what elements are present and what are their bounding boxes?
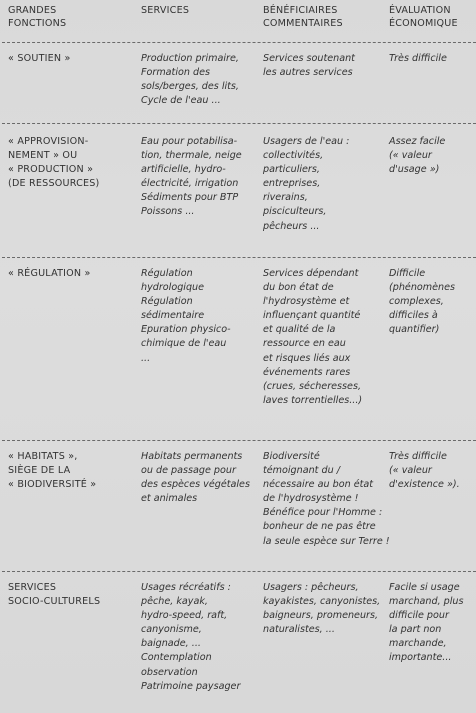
cell-line: la part non bbox=[389, 624, 442, 636]
cell-line: SOCIO-CULTURELS bbox=[8, 596, 101, 608]
cell-line: « APPROVISION- bbox=[8, 136, 89, 147]
cell-line: riverains, bbox=[263, 192, 308, 204]
cell-line: Sédiments pour BTP bbox=[141, 192, 239, 204]
cell-line: sols/berges, des lits, bbox=[141, 81, 239, 93]
cell-line: ou de passage pour bbox=[141, 465, 236, 477]
cell-line: SERVICES bbox=[8, 582, 57, 593]
header-text: ÉVALUATION bbox=[389, 5, 451, 16]
cell-line: quantifier) bbox=[389, 324, 440, 336]
cell-line: importante... bbox=[389, 652, 452, 664]
table-row bbox=[0, 440, 476, 568]
function-cell bbox=[8, 267, 91, 281]
evaluation-cell bbox=[389, 581, 464, 666]
cell-line: sédimentaire bbox=[141, 310, 205, 322]
cell-line: ... bbox=[141, 352, 151, 364]
cell-line: Services soutenant bbox=[263, 53, 355, 64]
cell-line: « BIODIVERSITÉ » bbox=[8, 479, 97, 491]
cell-line: Services dépendant bbox=[263, 268, 359, 279]
cell-line: Usagers : pêcheurs, bbox=[263, 582, 359, 593]
cell-line: et qualité de la bbox=[263, 324, 336, 336]
cell-line: (crues, sécheresses, bbox=[263, 380, 361, 392]
cell-line: Régulation bbox=[141, 296, 193, 308]
cell-line: Régulation bbox=[141, 268, 193, 279]
evaluation-cell bbox=[389, 267, 455, 337]
cell-line: « SOUTIEN » bbox=[8, 53, 71, 64]
cell-line: chimique de l'eau bbox=[141, 338, 227, 350]
cell-line: complexes, bbox=[389, 296, 444, 308]
cell-line: Production primaire, bbox=[141, 53, 239, 64]
header-text: FONCTIONS bbox=[8, 18, 67, 29]
cell-line: et risques liés aux bbox=[263, 352, 351, 364]
cell-line: nécessaire au bon état bbox=[263, 479, 374, 491]
cell-line: témoignant du / bbox=[263, 465, 340, 477]
beneficiaries-cell bbox=[263, 52, 355, 80]
row-divider bbox=[2, 123, 476, 124]
cell-line: « HABITATS », bbox=[8, 451, 78, 462]
cell-line: marchande, bbox=[389, 638, 447, 650]
services-cell bbox=[141, 581, 240, 694]
header-text: SERVICES bbox=[141, 5, 190, 16]
cell-line: NEMENT » OU bbox=[8, 150, 78, 162]
cell-line: hydrologique bbox=[141, 282, 205, 294]
function-cell bbox=[8, 450, 96, 492]
cell-line: de l'hydrosystème ! bbox=[263, 493, 359, 505]
cell-line: pêcheurs ... bbox=[263, 220, 320, 232]
cell-line: tion, thermale, neige bbox=[141, 150, 242, 162]
header-evaluation bbox=[389, 4, 458, 30]
cell-line: Très difficile bbox=[389, 451, 447, 462]
cell-line: artificielle, hydro- bbox=[141, 164, 226, 176]
cell-line: Cycle de l'eau ... bbox=[141, 95, 221, 107]
cell-line: Contemplation bbox=[141, 652, 212, 664]
cell-line: baignade, ... bbox=[141, 638, 201, 650]
header-text: BÉNÉFICIAIRES bbox=[263, 5, 338, 16]
cell-line: bonheur de ne pas être bbox=[263, 521, 376, 533]
row-divider bbox=[2, 571, 476, 572]
cell-line: kayakistes, canyonistes, bbox=[263, 596, 381, 608]
services-cell bbox=[141, 267, 231, 366]
header-beneficiaires bbox=[263, 4, 343, 30]
cell-line: Très difficile bbox=[389, 53, 447, 64]
cell-line: laves torrentielles...) bbox=[263, 394, 363, 406]
cell-line: naturalistes, ... bbox=[263, 624, 335, 636]
header-text: ÉCONOMIQUE bbox=[389, 18, 458, 29]
function-cell bbox=[8, 135, 100, 191]
cell-line: pêche, kayak, bbox=[141, 596, 208, 608]
cell-line: collectivités, bbox=[263, 150, 324, 162]
cell-line: entreprises, bbox=[263, 178, 321, 190]
cell-line: Biodiversité bbox=[263, 451, 320, 462]
header-text: COMMENTAIRES bbox=[263, 18, 343, 29]
table-row bbox=[0, 42, 476, 120]
table-row bbox=[0, 257, 476, 438]
cell-line: l'hydrosystème et bbox=[263, 296, 350, 308]
cell-line: d'usage ») bbox=[389, 164, 440, 176]
beneficiaries-cell bbox=[263, 267, 362, 408]
cell-line: influençant quantité bbox=[263, 310, 361, 322]
cell-line: ressource en eau bbox=[263, 338, 346, 350]
cell-line: Poissons ... bbox=[141, 206, 195, 218]
cell-line: difficiles à bbox=[389, 310, 438, 322]
cell-line: particuliers, bbox=[263, 164, 320, 176]
cell-line: Usagers de l'eau : bbox=[263, 136, 350, 147]
cell-line: (« valeur bbox=[389, 150, 432, 162]
table-row bbox=[0, 123, 476, 255]
cell-line: du bon état de bbox=[263, 282, 334, 294]
services-cell bbox=[141, 52, 239, 108]
cell-line: pisciculteurs, bbox=[263, 206, 327, 218]
function-cell bbox=[8, 52, 71, 66]
cell-line: Facile si usage bbox=[389, 582, 460, 593]
beneficiaries-cell bbox=[263, 450, 390, 549]
cell-line: « RÉGULATION » bbox=[8, 268, 91, 279]
cell-line: Epuration physico- bbox=[141, 324, 231, 336]
cell-line: Assez facile bbox=[389, 136, 446, 147]
cell-line: et animales bbox=[141, 493, 198, 505]
row-divider bbox=[2, 440, 476, 441]
cell-line: (« valeur bbox=[389, 465, 432, 477]
cell-line: (DE RESSOURCES) bbox=[8, 178, 100, 190]
cell-line: SIÈGE DE LA bbox=[8, 465, 71, 477]
cell-line: Bénéfice pour l'Homme : bbox=[263, 507, 383, 519]
row-divider bbox=[2, 42, 476, 43]
services-cell bbox=[141, 450, 250, 506]
cell-line: Formation des bbox=[141, 67, 210, 79]
cell-line: d'existence »). bbox=[389, 479, 460, 491]
cell-line: canyonisme, bbox=[141, 624, 202, 636]
cell-line: événements rares bbox=[263, 366, 351, 378]
cell-line: difficile pour bbox=[389, 610, 449, 622]
table-row bbox=[0, 571, 476, 713]
cell-line: observation bbox=[141, 666, 198, 678]
cell-line: baigneurs, promeneurs, bbox=[263, 610, 379, 622]
cell-line: Patrimoine paysager bbox=[141, 680, 241, 692]
cell-line: Difficile bbox=[389, 268, 426, 279]
header-services bbox=[141, 4, 189, 17]
evaluation-cell bbox=[389, 52, 447, 66]
cell-line: marchand, plus bbox=[389, 596, 464, 608]
cell-line: des espèces végétales bbox=[141, 479, 250, 491]
cell-line: la seule espèce sur Terre ! bbox=[263, 535, 390, 547]
cell-line: Usages récréatifs : bbox=[141, 582, 231, 593]
beneficiaries-cell bbox=[263, 135, 349, 234]
beneficiaries-cell bbox=[263, 581, 380, 637]
cell-line: les autres services bbox=[263, 67, 353, 79]
cell-line: Habitats permanents bbox=[141, 451, 243, 462]
table-header bbox=[0, 0, 476, 40]
cell-line: (phénomènes bbox=[389, 282, 455, 294]
row-divider bbox=[2, 257, 476, 258]
cell-line: hydro-speed, raft, bbox=[141, 610, 228, 622]
cell-line: électricité, irrigation bbox=[141, 178, 239, 190]
services-cell bbox=[141, 135, 242, 220]
cell-line: Eau pour potabilisa- bbox=[141, 136, 238, 147]
evaluation-cell bbox=[389, 135, 445, 177]
header-text: GRANDES bbox=[8, 5, 57, 16]
cell-line: « PRODUCTION » bbox=[8, 164, 94, 176]
function-cell bbox=[8, 581, 100, 609]
evaluation-cell bbox=[389, 450, 460, 492]
header-grandes-fonctions bbox=[8, 4, 66, 30]
